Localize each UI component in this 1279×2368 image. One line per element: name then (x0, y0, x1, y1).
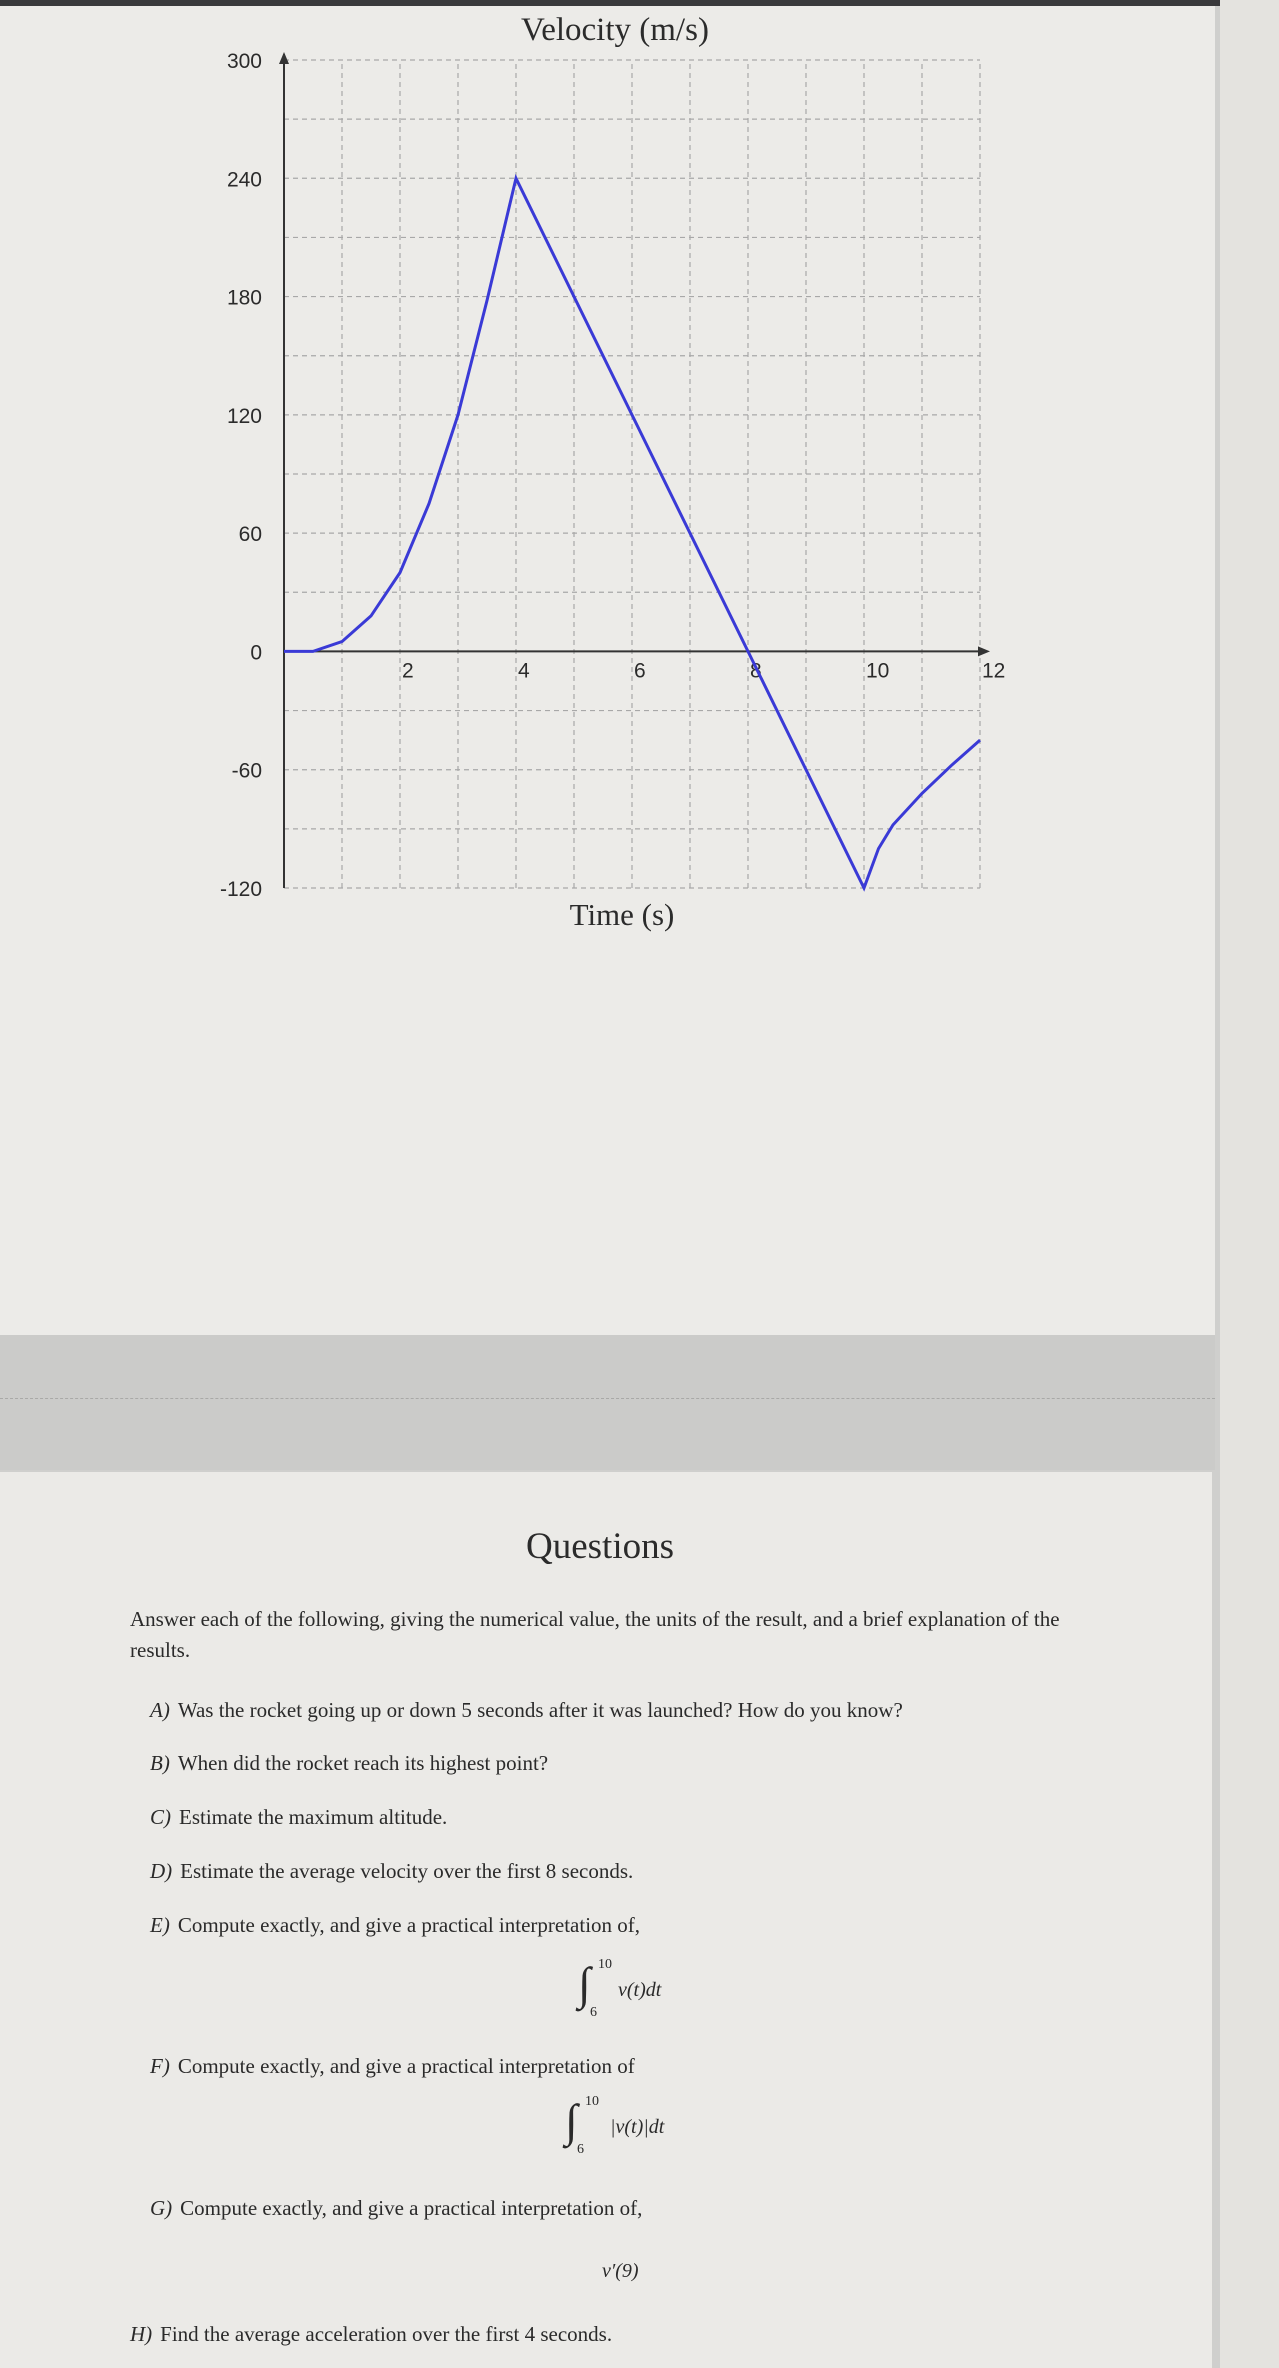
velocity-chart (0, 0, 1215, 960)
integral-formula-e (578, 1955, 718, 2035)
y-tick-label: 240 (226, 168, 262, 192)
question-c (150, 1805, 447, 1830)
question-label: B) (150, 1751, 170, 1775)
y-tick-label: 180 (226, 286, 262, 310)
question-label: D) (150, 1859, 173, 1883)
question-text: Find the average acceleration over the first 4 seconds. (160, 2322, 613, 2346)
integral-integrand: |v(t)|dt (610, 2116, 665, 2138)
x-tick-label: 10 (866, 659, 890, 683)
question-label: E) (150, 1913, 170, 1937)
y-axis-arrow (279, 52, 289, 64)
question-text: When did the rocket reach its highest point? (177, 1751, 549, 1775)
y-tick-label: -60 (231, 759, 262, 783)
question-text: Was the rocket going up or down 5 seconds after it was launched? How do you know? (177, 1698, 903, 1722)
integral-formula-f (565, 2092, 725, 2172)
question-label: A) (150, 1698, 170, 1722)
page-divider (0, 1335, 1215, 1470)
integral-lower-limit: 6 (577, 2142, 584, 2157)
question-h (130, 2322, 612, 2347)
x-tick-label: 6 (634, 659, 646, 683)
question-e (150, 1913, 640, 1938)
x-axis-label: Time (s) (569, 897, 675, 932)
question-text: Compute exactly, and give a practical interpretation of, (177, 1913, 641, 1937)
y-tick-label: 120 (226, 404, 262, 428)
chart-title: Velocity (m/s) (521, 12, 709, 48)
integral-upper-limit: 10 (598, 1957, 612, 1972)
integral-integrand: v(t)dt (618, 1979, 662, 2001)
y-tick-label: 60 (238, 523, 262, 547)
questions-title: Questions (526, 1526, 674, 1567)
x-tick-label: 2 (402, 659, 414, 683)
x-tick-label: 8 (750, 659, 762, 683)
questions-intro: Answer each of the following, giving the numerical value, the units of the result, and a brief explanation of the results. (130, 1607, 1060, 1662)
question-label: C) (150, 1805, 171, 1829)
question-f (150, 2054, 635, 2079)
question-text: Estimate the average velocity over the first 8 seconds. (180, 1859, 634, 1883)
question-text: Compute exactly, and give a practical interpretation of, (180, 2196, 643, 2220)
integral-sign: ∫ (565, 2095, 578, 2146)
y-tick-label: 0 (250, 641, 262, 665)
right-margin-strip (1220, 0, 1279, 2368)
question-label: H) (130, 2322, 153, 2346)
question-label: F) (150, 2054, 170, 2078)
question-g (150, 2196, 642, 2221)
question-d (150, 1859, 633, 1884)
question-text: Compute exactly, and give a practical interpretation of (177, 2054, 635, 2078)
chart-grid (284, 60, 980, 888)
question-text: Estimate the maximum altitude. (179, 1805, 448, 1829)
question-b (150, 1751, 548, 1776)
x-axis-arrow (978, 646, 990, 656)
chart-axes (279, 52, 990, 888)
question-label: G) (150, 2196, 173, 2220)
chart-tick-labels (220, 50, 1005, 901)
y-tick-label: 300 (226, 50, 262, 73)
question-a (150, 1698, 903, 1723)
integral-lower-limit: 6 (590, 2005, 597, 2020)
y-tick-label: -120 (219, 878, 262, 901)
integral-upper-limit: 10 (585, 2094, 599, 2109)
x-tick-label: 4 (518, 659, 530, 683)
derivative-formula-g: v′(9) (602, 2260, 639, 2282)
integral-sign: ∫ (578, 1958, 591, 2009)
x-tick-label: 12 (982, 659, 1006, 683)
divider-line (0, 1398, 1215, 1399)
